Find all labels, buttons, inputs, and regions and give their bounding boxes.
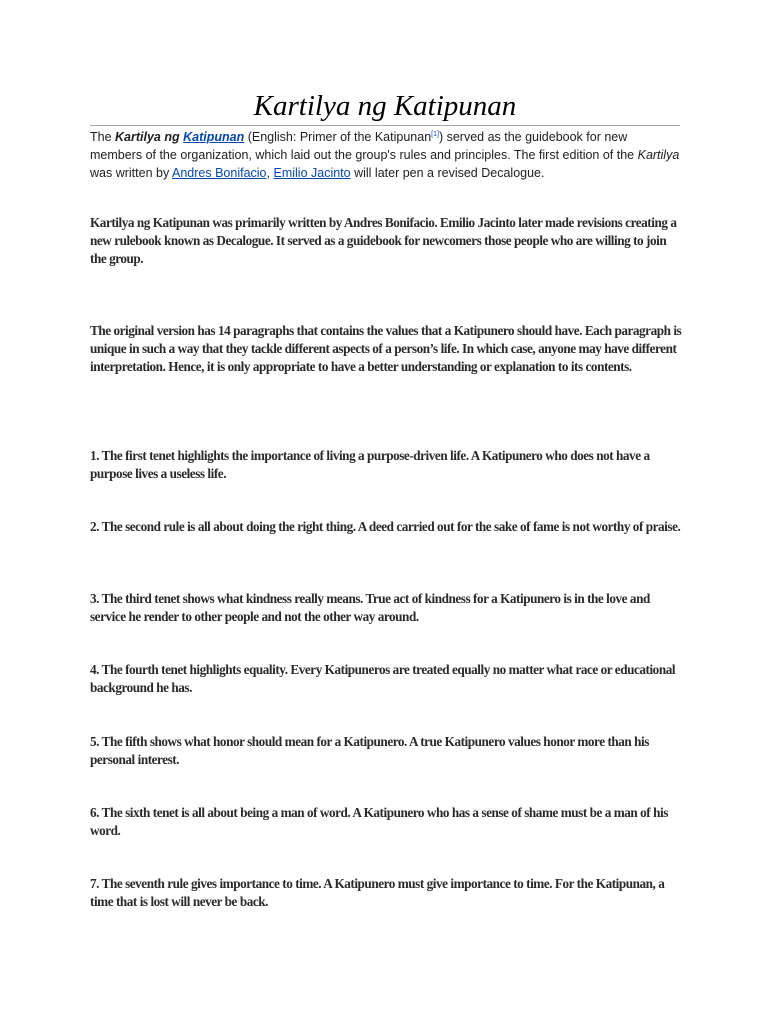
katipunan-link[interactable]: Katipunan: [183, 130, 245, 144]
andres-bonifacio-link[interactable]: Andres Bonifacio: [172, 166, 267, 180]
tenet-4: 4. The fourth tenet highlights equality. Every Katipuneros are treated equally no matter what race or educational background he has.: [90, 662, 676, 695]
intro-english: (English: Primer of the Katipunan: [247, 130, 432, 144]
emilio-jacinto-link[interactable]: Emilio Jacinto: [273, 166, 351, 180]
page-title: Kartilya ng Katipunan: [253, 90, 517, 122]
tenet-6: 6. The sixth tenet is all about being a man of word. A Katipunero who has a sense of shame must be a man of his word.: [90, 805, 668, 838]
intro-bold-term: Kartilya ng: [115, 130, 180, 144]
tenet-3: 3. The third tenet shows what kindness really means. True act of kindness for a Katipunero is in the love and service he render to other people and not the other way around.: [90, 591, 650, 624]
intro-italic-term: Kartilya: [637, 148, 680, 162]
intro-written-by: was written by: [90, 166, 170, 180]
title-divider: [90, 125, 680, 126]
tenet-7: 7. The seventh rule gives importance to time. A Katipunero must give importance to time. For the Katipunan, a time that is lost will never be back.: [90, 876, 665, 909]
summary-paragraph: Kartilya ng Katipunan was primarily written by Andres Bonifacio. Emilio Jacinto later made revisions creating a new rulebook known as Decalogue. It served as a guidebook for newcomers those people who are willing to join the group.: [90, 215, 677, 266]
citation-link[interactable]: [1]: [431, 130, 439, 138]
intro-paragraph: [90, 128, 682, 182]
tenet-1: 1. The first tenet highlights the importance of living a purpose-driven life. A Katipunero who does not have a purpose lives a useless life.: [90, 448, 650, 481]
original-version-paragraph: The original version has 14 paragraphs that contains the values that a Katipunero should have. Each paragraph is unique in such a way that they tackle different aspects of a person’s life. In which case, anyone may have different interpretation. Hence, it is only appropriate to have a better understanding or explanation to its contents.: [90, 323, 682, 374]
intro-comma: ,: [266, 166, 270, 180]
intro-ending: will later pen a revised Decalogue.: [354, 166, 545, 180]
intro-the: The: [90, 130, 112, 144]
tenet-5: 5. The fifth shows what honor should mean for a Katipunero. A true Katipunero values honor more than his personal interest.: [90, 734, 649, 767]
tenet-2: 2. The second rule is all about doing the right thing. A deed carried out for the sake of fame is not worthy of praise.: [90, 519, 681, 534]
intro-description: ) served as the guidebook for new members of the organization, which laid out the group's rules and principles. The first edition of the: [90, 130, 635, 162]
